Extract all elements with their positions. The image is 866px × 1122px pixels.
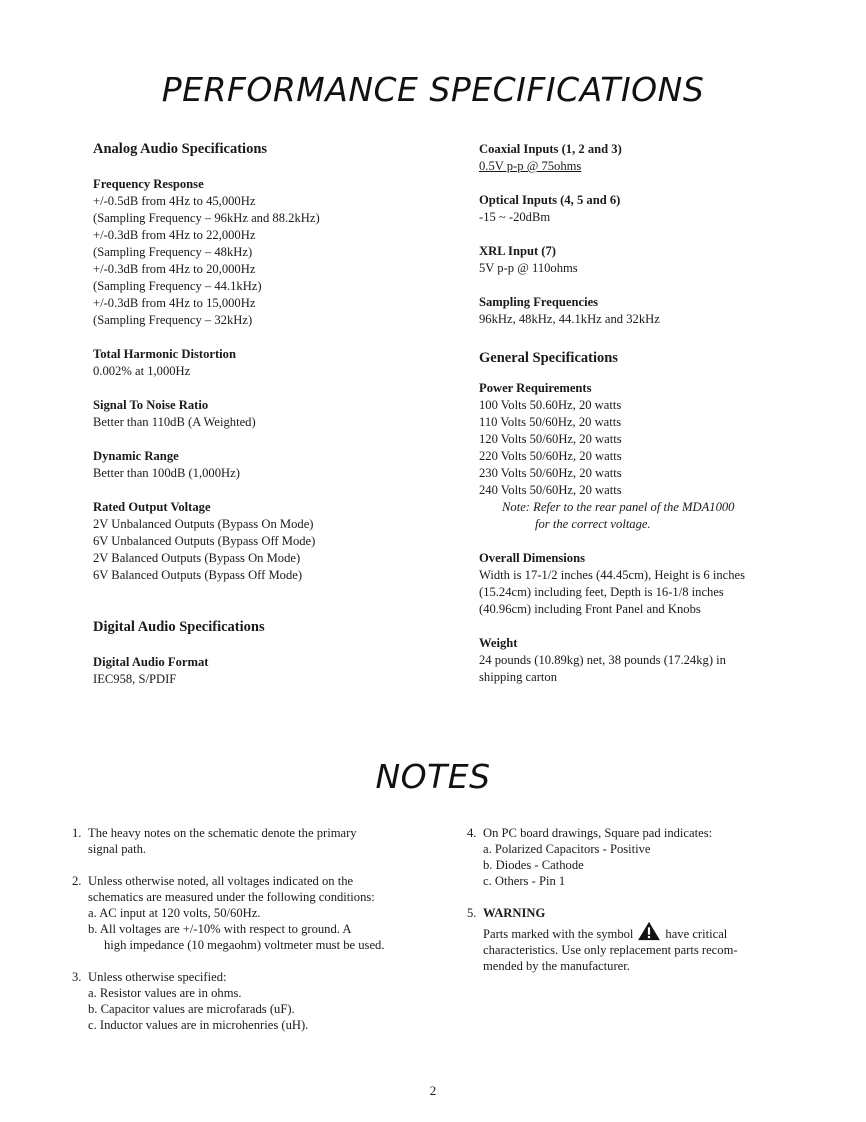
frequency-response-line: (Sampling Frequency – 44.1kHz) [93,279,262,293]
note-sub-item: a. Polarized Capacitors - Positive [483,842,651,856]
note-text-line: signal path. [88,842,147,856]
note-text-line: The heavy notes on the schematic denote the primary [88,826,357,840]
thd-label: Total Harmonic Distortion [93,347,236,361]
optical-inputs-block [479,192,839,226]
power-requirements-label: Power Requirements [479,381,592,395]
digital-heading: Digital Audio Specifications [93,619,265,635]
rated-output-line: 2V Balanced Outputs (Bypass On Mode) [93,551,301,565]
note-sub-item: b. All voltages are +/-10% with respect to ground. A [88,922,352,936]
note-item-1 [72,825,442,857]
warning-triangle-icon [636,921,662,941]
note-text-line: characteristics. Use only replacement parts recom- [483,943,738,957]
weight-label: Weight [479,636,518,650]
xrl-input-block [479,243,839,277]
dynamic-range-label: Dynamic Range [93,449,179,463]
note-sub-item: b. Diodes - Cathode [483,858,584,872]
power-requirements-line: 110 Volts 50/60Hz, 20 watts [479,415,622,429]
sampling-frequencies-label: Sampling Frequencies [479,295,599,309]
dimensions-line: (40.96cm) including Front Panel and Knobs [479,602,701,616]
power-note-line: Note: Refer to the rear panel of the MDA1000 [502,500,735,514]
coaxial-inputs-value: 0.5V p-p @ 75ohms [479,159,582,173]
sampling-frequencies-value: 96kHz, 48kHz, 44.1kHz and 32kHz [479,312,660,326]
rated-output-line: 6V Balanced Outputs (Bypass Off Mode) [93,568,303,582]
digital-format-value: IEC958, S/PDIF [93,672,177,686]
frequency-response-line: (Sampling Frequency – 32kHz) [93,313,253,327]
weight-block [479,635,839,686]
power-requirements-line: 230 Volts 50/60Hz, 20 watts [479,466,622,480]
coaxial-inputs-block [479,141,839,175]
note-item-3 [72,969,442,1033]
frequency-response-line: +/-0.3dB from 4Hz to 15,000Hz [93,296,256,310]
note-number: 3. [72,970,82,984]
power-requirements-line: 100 Volts 50.60Hz, 20 watts [479,398,622,412]
dimensions-label: Overall Dimensions [479,551,585,565]
warning-symbol-line [483,921,807,942]
note-item-2 [72,873,442,953]
notes-title: NOTES [375,757,491,796]
snr-label: Signal To Noise Ratio [93,398,209,412]
page-number: 2 [429,1083,437,1098]
dimensions-block [479,550,839,618]
right-spec-column [479,141,839,686]
digital-format-label: Digital Audio Format [93,655,209,669]
frequency-response-line: +/-0.5dB from 4Hz to 45,000Hz [93,194,256,208]
note-number: 5. [467,906,477,920]
weight-line: 24 pounds (10.89kg) net, 38 pounds (17.24kg) in [479,653,726,667]
note-sub-item: c. Inductor values are in microhenries (uH). [88,1018,309,1032]
warning-text-before: Parts marked with the symbol [483,927,634,941]
note-number: 4. [467,826,477,840]
optical-inputs-label: Optical Inputs (4, 5 and 6) [479,193,621,207]
power-note-line: for the correct voltage. [535,517,651,531]
snr-value: Better than 110dB (A Weighted) [93,415,256,429]
thd-value: 0.002% at 1,000Hz [93,364,191,378]
thd-block [93,346,473,380]
general-heading: General Specifications [479,350,618,366]
dimensions-line: Width is 17-1/2 inches (44.45cm), Height is 6 inches [479,568,746,582]
note-text-line: schematics are measured under the following conditions: [88,890,375,904]
dynamic-range-block [93,448,473,482]
note-number: 1. [72,826,82,840]
power-requirements-line: 220 Volts 50/60Hz, 20 watts [479,449,622,463]
note-text-line: mended by the manufacturer. [483,959,630,973]
note-item-4 [467,825,807,889]
frequency-response-line: (Sampling Frequency – 48kHz) [93,245,253,259]
note-sub-item: a. AC input at 120 volts, 50/60Hz. [88,906,261,920]
frequency-response-label: Frequency Response [93,177,204,191]
notes-right-column [467,825,807,974]
rated-output-line: 2V Unbalanced Outputs (Bypass On Mode) [93,517,314,531]
frequency-response-line: (Sampling Frequency – 96kHz and 88.2kHz) [93,211,320,225]
power-requirements-block [479,380,839,533]
warning-text-after: have critical [665,927,728,941]
frequency-response-block [93,176,473,329]
dimensions-line: (15.24cm) including feet, Depth is 16-1/8 inches [479,585,724,599]
xrl-input-value: 5V p-p @ 110ohms [479,261,578,275]
note-sub-item: a. Resistor values are in ohms. [88,986,242,1000]
xrl-input-label: XRL Input (7) [479,244,556,258]
note-text-line: On PC board drawings, Square pad indicates: [483,826,713,840]
rated-output-label: Rated Output Voltage [93,500,211,514]
note-text-line: Unless otherwise noted, all voltages indicated on the [88,874,354,888]
note-number: 2. [72,874,82,888]
weight-line: shipping carton [479,670,557,684]
digital-format-block [93,654,473,688]
frequency-response-line: +/-0.3dB from 4Hz to 22,000Hz [93,228,256,242]
frequency-response-line: +/-0.3dB from 4Hz to 20,000Hz [93,262,256,276]
warning-heading: WARNING [483,906,546,920]
left-spec-column [93,141,473,688]
note-sub-item: b. Capacitor values are microfarads (uF). [88,1002,295,1016]
notes-left-column [72,825,442,1033]
optical-inputs-value: -15 ~ -20dBm [479,210,551,224]
snr-block [93,397,473,431]
coaxial-inputs-label: Coaxial Inputs (1, 2 and 3) [479,142,622,156]
analog-heading: Analog Audio Specifications [93,141,268,157]
note-text-line: Unless otherwise specified: [88,970,227,984]
note-item-5 [467,905,807,974]
note-sub-item: c. Others - Pin 1 [483,874,566,888]
rated-output-block [93,499,473,584]
power-requirements-line: 240 Volts 50/60Hz, 20 watts [479,483,622,497]
page-title: PERFORMANCE SPECIFICATIONS [161,70,705,109]
dynamic-range-value: Better than 100dB (1,000Hz) [93,466,240,480]
sampling-frequencies-block [479,294,839,328]
note-sub-item-continued: high impedance (10 megaohm) voltmeter must be used. [104,938,385,952]
rated-output-line: 6V Unbalanced Outputs (Bypass Off Mode) [93,534,316,548]
power-requirements-line: 120 Volts 50/60Hz, 20 watts [479,432,622,446]
